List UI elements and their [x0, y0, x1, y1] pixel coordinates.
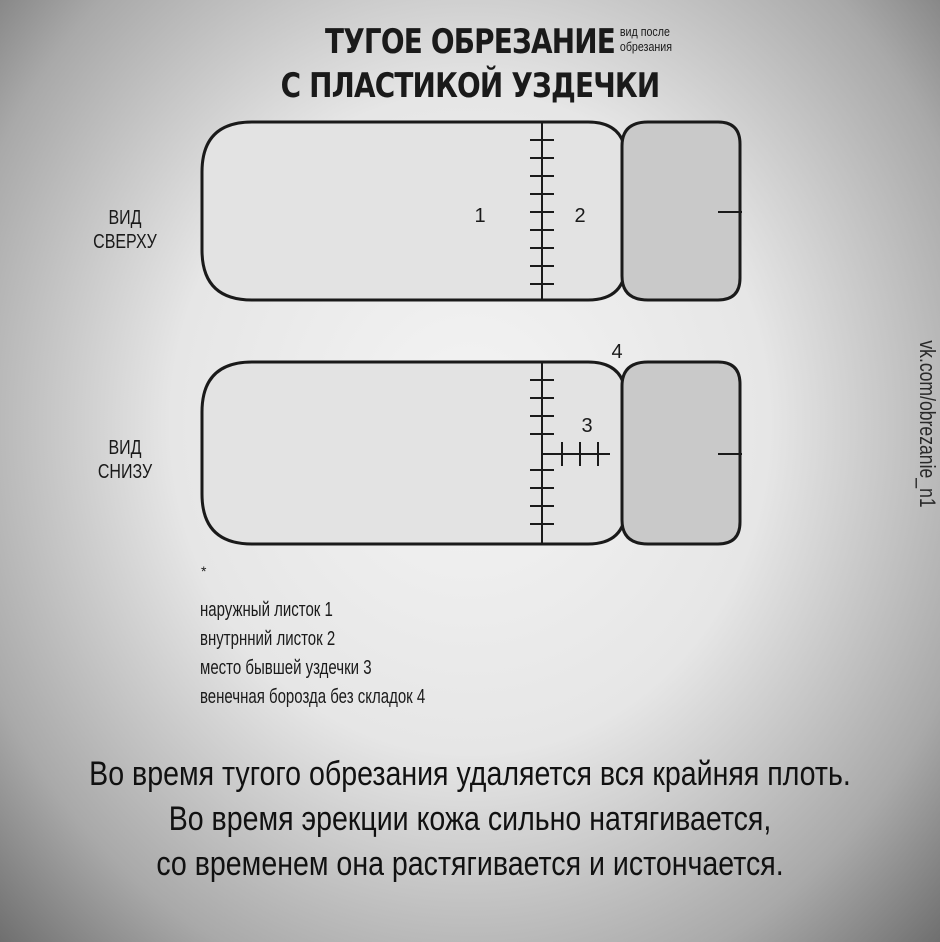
- legend-item-1: наружный листок 1: [200, 599, 333, 621]
- view-bottom-label-line-2: СНИЗУ: [97, 461, 153, 483]
- view-top-label-line-2: СВЕРХУ: [93, 231, 157, 253]
- title-line-1: ТУГОЕ ОБРЕЗАНИЕ: [325, 22, 615, 62]
- caption: [75, 752, 865, 887]
- watermark-text: vk.com/obrezanie_n1: [915, 340, 940, 508]
- top-view: [202, 122, 742, 300]
- view-bottom-label-line-1: ВИД: [108, 437, 142, 459]
- top-shaft-shape: [202, 122, 626, 300]
- marker-2: 2: [574, 205, 586, 227]
- caption-line-1: Во время тугого обрезания удаляется вся крайняя плоть.: [89, 755, 851, 793]
- legend: [200, 596, 425, 712]
- legend-item-2: внутрнний листок 2: [200, 628, 336, 650]
- legend-item-3: место бывшей уздечки 3: [200, 657, 372, 679]
- title-line-2: С ПЛАСТИКОЙ УЗДЕЧКИ: [280, 66, 660, 106]
- title-note-line-1: вид после: [619, 24, 670, 39]
- marker-4: 4: [611, 341, 623, 363]
- title-note-line-2: обрезания: [619, 39, 672, 54]
- view-top-label-line-1: ВИД: [108, 207, 142, 229]
- bottom-view: [202, 341, 742, 544]
- legend-asterisk: *: [201, 563, 207, 579]
- marker-3: 3: [581, 415, 593, 437]
- watermark: [912, 294, 940, 554]
- caption-line-2: Во время эрекции кожа сильно натягивается,: [168, 800, 772, 838]
- caption-line-3: со временем она растягивается и истончается.: [156, 845, 784, 883]
- legend-item-4: венечная борозда без складок 4: [200, 686, 426, 708]
- marker-1: 1: [474, 205, 486, 227]
